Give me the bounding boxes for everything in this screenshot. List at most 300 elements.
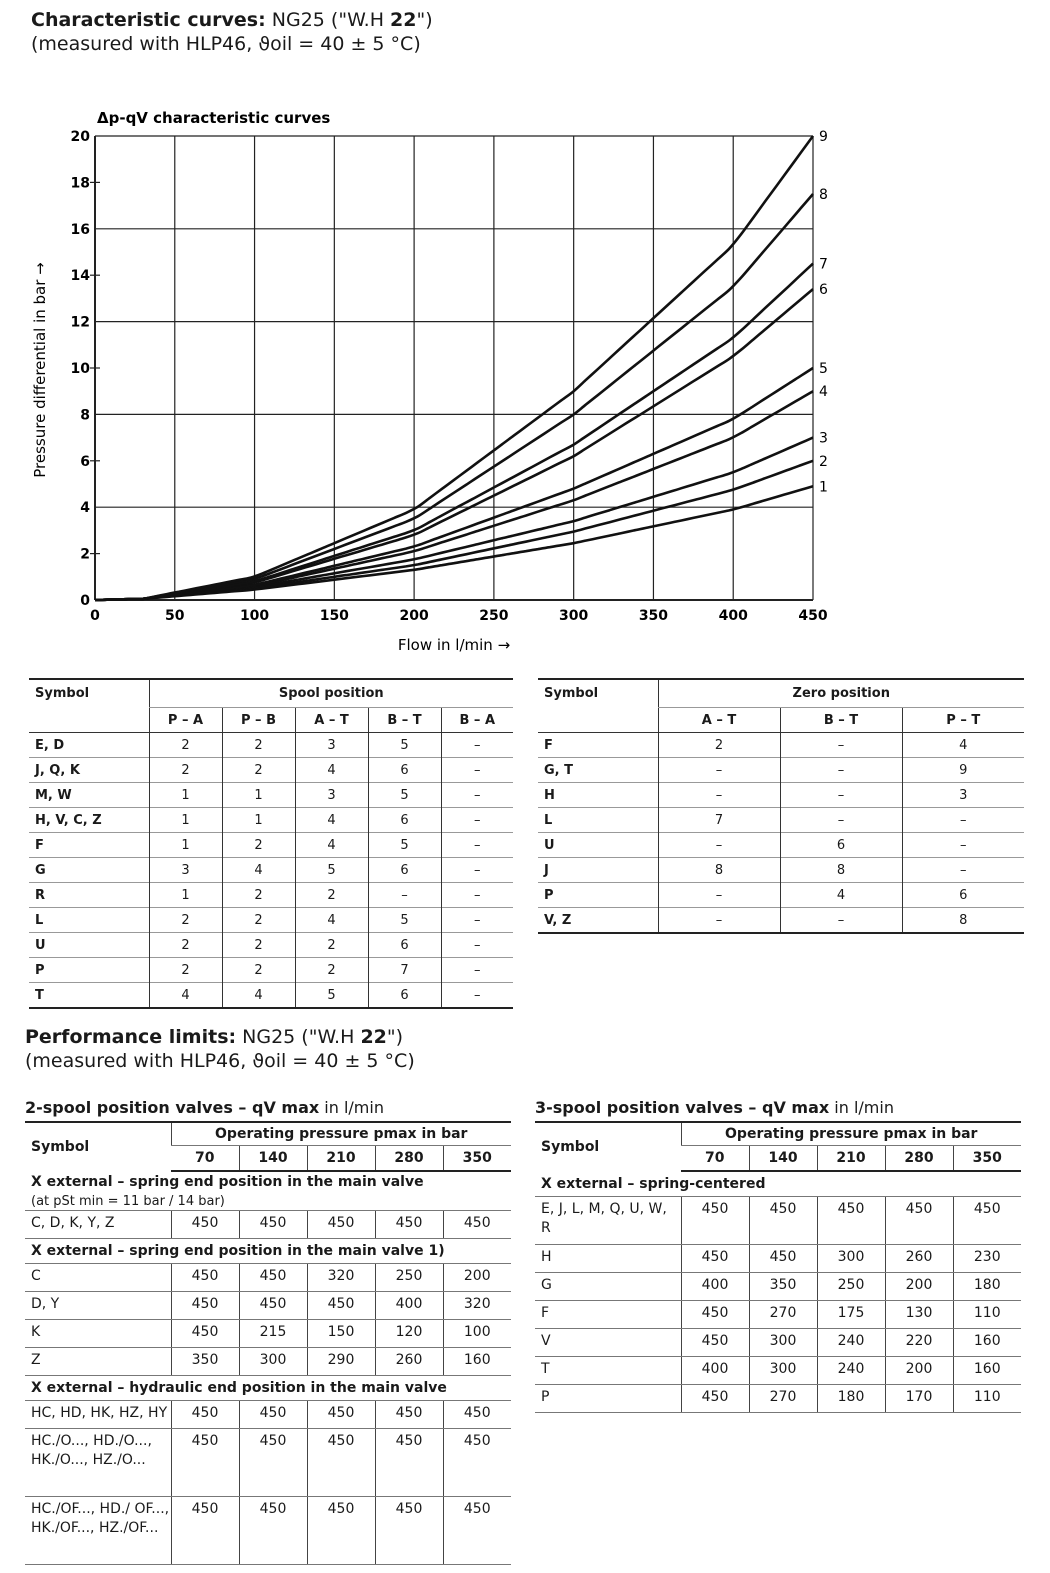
spool-cell: 2 — [149, 933, 222, 958]
chart-title: Δp-qV characteristic curves — [97, 109, 331, 127]
curve-1 — [95, 486, 813, 600]
spool-row — [29, 783, 513, 808]
spool-cell: 2 — [222, 908, 295, 933]
spool-cell: – — [441, 783, 513, 808]
perf3-pressure-col: 350 — [953, 1146, 1021, 1172]
zero-cell: 8 — [902, 908, 1024, 934]
y-tick-label: 14 — [70, 268, 90, 285]
perf3-row — [535, 1273, 1021, 1301]
spool-cell: 2 — [149, 758, 222, 783]
characteristic-curves-heading — [31, 8, 433, 56]
curve-label-5: 5 — [819, 361, 828, 377]
curve-6 — [95, 289, 813, 600]
perf2-cell: 450 — [443, 1211, 511, 1239]
perf2-cell: 450 — [171, 1264, 239, 1292]
perf3-row-symbol: F — [535, 1301, 681, 1329]
perf3-cell: 260 — [885, 1245, 953, 1273]
perf3-cell: 200 — [885, 1273, 953, 1301]
zero-cell: – — [658, 883, 780, 908]
perf3-table — [535, 1121, 1021, 1413]
spool-row-symbol: P — [35, 962, 45, 978]
perf2-row-symbol: C — [25, 1264, 171, 1292]
spool-cell: 4 — [295, 808, 368, 833]
perf2-cell: 450 — [171, 1211, 239, 1239]
y-tick-label: 6 — [80, 453, 90, 470]
perf2-row-symbol: HC, HD, HK, HZ, HY — [25, 1401, 171, 1429]
perf2-row — [25, 1264, 511, 1292]
zero-cell: – — [780, 783, 902, 808]
x-tick-label: 300 — [559, 608, 589, 624]
perf3-cell: 450 — [953, 1197, 1021, 1245]
y-tick-label: 4 — [80, 500, 90, 517]
perf2-cell: 450 — [171, 1320, 239, 1348]
spool-cell: 1 — [149, 833, 222, 858]
spool-cell: 2 — [149, 908, 222, 933]
zero-cell: 9 — [902, 758, 1024, 783]
perf2-row — [25, 1429, 511, 1497]
perf2-title-rest: in l/min — [319, 1098, 384, 1117]
curve-4 — [95, 391, 813, 600]
y-tick-label: 8 — [80, 407, 90, 424]
spool-cell: 2 — [222, 733, 295, 758]
perf2-group-label — [25, 1239, 511, 1264]
perf3-pressure-col: 140 — [749, 1146, 817, 1172]
spool-cell: – — [441, 883, 513, 908]
perf2-title-bold: 2-spool position valves – qV max — [25, 1098, 320, 1117]
perf3-group-row — [535, 1171, 1021, 1197]
perf3-row — [535, 1329, 1021, 1357]
characteristic-curves-chart — [0, 100, 1050, 670]
spool-cell: – — [368, 883, 441, 908]
y-tick-label: 12 — [70, 314, 90, 331]
perf3-cell: 180 — [953, 1273, 1021, 1301]
spool-col-header: B – A — [441, 708, 513, 733]
spool-cell: 4 — [295, 833, 368, 858]
spool-cell: 1 — [222, 783, 295, 808]
zero-cell: 3 — [902, 783, 1024, 808]
spool-row — [29, 908, 513, 933]
zero-cell: 6 — [780, 833, 902, 858]
spool-row-symbol: G — [35, 862, 46, 878]
zero-col-header: P – T — [902, 708, 1024, 733]
perf2-cell: 450 — [443, 1497, 511, 1565]
perf3-cell: 400 — [681, 1357, 749, 1385]
spool-row — [29, 833, 513, 858]
perf2-row-symbol: Z — [25, 1348, 171, 1376]
perf3-cell: 110 — [953, 1385, 1021, 1413]
perf2-row-symbol: D, Y — [25, 1292, 171, 1320]
spool-cell: 2 — [149, 733, 222, 758]
perf3-title-rest: in l/min — [829, 1098, 894, 1117]
spool-symbol-header: Symbol — [35, 686, 90, 702]
chart-svg — [0, 100, 1050, 670]
spool-cell: 3 — [295, 783, 368, 808]
curve-label-6: 6 — [819, 282, 828, 299]
zero-cell: – — [780, 808, 902, 833]
zero-cell: – — [658, 833, 780, 858]
perf2-cell: 450 — [375, 1401, 443, 1429]
perf3-row — [535, 1197, 1021, 1245]
perf2-pressure-col: 280 — [375, 1146, 443, 1172]
zero-cell: – — [902, 833, 1024, 858]
x-axis-label: Flow in l/min → — [397, 636, 511, 654]
perf2-group-text: X external – spring end position in the main valve — [31, 1174, 424, 1190]
spool-cell: 3 — [149, 858, 222, 883]
perf2-pressure-col: 70 — [171, 1146, 239, 1172]
perf3-title — [535, 1098, 894, 1117]
perf3-cell: 450 — [681, 1329, 749, 1357]
spool-cell: 6 — [368, 858, 441, 883]
perf2-cell: 450 — [307, 1211, 375, 1239]
perf2-cell: 450 — [307, 1429, 375, 1497]
perf3-row — [535, 1357, 1021, 1385]
spool-cell: 6 — [368, 933, 441, 958]
spool-cell: – — [441, 758, 513, 783]
zero-row — [538, 858, 1024, 883]
perf2-cell: 450 — [239, 1401, 307, 1429]
perf3-pressure-col: 280 — [885, 1146, 953, 1172]
perf2-group-text: X external – hydraulic end position in the main valve — [31, 1380, 447, 1396]
spool-row-symbol: J, Q, K — [35, 762, 80, 778]
perf2-cell: 450 — [171, 1292, 239, 1320]
spool-cell: 2 — [149, 958, 222, 983]
perf2-cell: 450 — [307, 1497, 375, 1565]
perf2-cell: 450 — [239, 1429, 307, 1497]
spool-cell: – — [441, 858, 513, 883]
perf2-row-symbol: HC./O..., HD./O..., HK./O..., HZ./O... — [25, 1429, 171, 1497]
spool-cell: – — [441, 733, 513, 758]
perf3-cell: 200 — [885, 1357, 953, 1385]
perf2-row — [25, 1401, 511, 1429]
spool-col-blank — [29, 708, 149, 733]
perf2-cell: 215 — [239, 1320, 307, 1348]
zero-cell: 7 — [658, 808, 780, 833]
zero-row-symbol: J — [544, 862, 549, 878]
perf2-pressure-col: 350 — [443, 1146, 511, 1172]
perf3-row-symbol: H — [535, 1245, 681, 1273]
perf2-pressure-header: Operating pressure pmax in bar — [171, 1122, 511, 1146]
zero-cell: 8 — [658, 858, 780, 883]
curve-label-1: 1 — [819, 479, 828, 496]
zero-position-table — [538, 678, 1024, 934]
spool-cell: 5 — [368, 783, 441, 808]
perf2-pressure-col: 140 — [239, 1146, 307, 1172]
heading-rest: NG25 ("W.H — [265, 9, 391, 31]
perf2-group-text: X external – spring end position in the main valve 1) — [31, 1243, 445, 1259]
perf3-cell: 300 — [749, 1357, 817, 1385]
perf3-cell: 450 — [749, 1197, 817, 1245]
perf2-cell: 450 — [375, 1497, 443, 1565]
perf2-cell: 260 — [375, 1348, 443, 1376]
heading2-rest: NG25 ("W.H — [236, 1026, 361, 1048]
perf2-cell: 350 — [171, 1348, 239, 1376]
x-tick-label: 200 — [399, 608, 429, 624]
heading-bold: Characteristic curves: — [31, 9, 266, 31]
zero-row — [538, 758, 1024, 783]
spool-cell: 4 — [222, 858, 295, 883]
x-tick-label: 250 — [479, 608, 509, 624]
perf2-title — [25, 1098, 384, 1117]
zero-row-symbol: H — [544, 787, 555, 803]
perf2-cell: 450 — [375, 1429, 443, 1497]
curve-label-9: 9 — [819, 129, 828, 145]
perf3-symbol-header: Symbol — [541, 1139, 600, 1155]
zero-row — [538, 733, 1024, 758]
spool-cell: 6 — [368, 983, 441, 1009]
heading-end: ") — [416, 9, 433, 31]
y-tick-label: 10 — [70, 361, 90, 377]
perf2-cell: 450 — [239, 1264, 307, 1292]
curve-5 — [95, 368, 813, 600]
zero-row-symbol: G, T — [544, 762, 574, 778]
perf3-cell: 450 — [681, 1197, 749, 1245]
perf2-cell: 120 — [375, 1320, 443, 1348]
heading2-subline: (measured with HLP46, ϑoil = 40 ± 5 °C) — [25, 1050, 415, 1072]
zero-row — [538, 783, 1024, 808]
perf2-cell: 200 — [443, 1264, 511, 1292]
x-tick-label: 350 — [638, 608, 669, 624]
spool-row — [29, 883, 513, 908]
zero-col-blank — [538, 708, 658, 733]
perf3-row-symbol: P — [535, 1385, 681, 1413]
spool-cell: 1 — [149, 883, 222, 908]
spool-cell: 2 — [295, 958, 368, 983]
perf2-cell: 450 — [307, 1292, 375, 1320]
spool-cell: 4 — [295, 908, 368, 933]
perf2-cell: 450 — [239, 1497, 307, 1565]
perf3-cell: 300 — [817, 1245, 885, 1273]
perf3-row-symbol: E, J, L, M, Q, U, W, R — [535, 1197, 681, 1245]
perf3-cell: 170 — [885, 1385, 953, 1413]
spool-row-symbol: H, V, C, Z — [35, 812, 102, 828]
perf2-cell: 450 — [171, 1429, 239, 1497]
spool-cell: 4 — [149, 983, 222, 1009]
perf2-cell: 450 — [307, 1401, 375, 1429]
zero-symbol-header: Symbol — [544, 686, 599, 702]
perf3-row-symbol: T — [535, 1357, 681, 1385]
x-tick-label: 150 — [319, 608, 349, 624]
spool-row — [29, 933, 513, 958]
perf3-cell: 160 — [953, 1329, 1021, 1357]
perf2-group-label — [25, 1376, 511, 1401]
perf3-group-label — [535, 1171, 1021, 1197]
spool-col-header: P – A — [149, 708, 222, 733]
zero-cell: 2 — [658, 733, 780, 758]
spool-col-header: A – T — [295, 708, 368, 733]
spool-row — [29, 758, 513, 783]
perf3-cell: 450 — [681, 1245, 749, 1273]
perf3-cell: 110 — [953, 1301, 1021, 1329]
x-tick-label: 450 — [798, 608, 828, 624]
spool-cell: 5 — [295, 858, 368, 883]
spool-group-header: Spool position — [149, 679, 513, 708]
perf2-cell: 400 — [375, 1292, 443, 1320]
spool-cell: – — [441, 933, 513, 958]
y-tick-label: 20 — [70, 129, 90, 145]
perf2-cell: 450 — [171, 1401, 239, 1429]
spool-row-symbol: M, W — [35, 787, 72, 803]
zero-cell: – — [658, 908, 780, 934]
zero-row-symbol: F — [544, 737, 553, 753]
spool-row-symbol: U — [35, 937, 46, 953]
perf2-group-note: (at pSt min = 11 bar / 14 bar) — [25, 1192, 511, 1211]
spool-cell: 2 — [222, 883, 295, 908]
perf2-cell: 320 — [307, 1264, 375, 1292]
perf3-cell: 180 — [817, 1385, 885, 1413]
perf2-cell: 100 — [443, 1320, 511, 1348]
spool-cell: – — [441, 908, 513, 933]
spool-row — [29, 808, 513, 833]
zero-row — [538, 908, 1024, 934]
zero-row-symbol: L — [544, 812, 553, 828]
perf2-row — [25, 1320, 511, 1348]
spool-row — [29, 958, 513, 983]
perf2-symbol-header: Symbol — [31, 1139, 90, 1155]
x-tick-label: 0 — [90, 608, 100, 624]
spool-cell: 5 — [368, 833, 441, 858]
spool-col-header: B – T — [368, 708, 441, 733]
spool-cell: 1 — [149, 783, 222, 808]
perf2-cell: 300 — [239, 1348, 307, 1376]
heading2-bold: Performance limits: — [25, 1026, 237, 1048]
heading-subline: (measured with HLP46, ϑoil = 40 ± 5 °C) — [31, 33, 421, 55]
y-tick-label: 18 — [70, 175, 90, 192]
spool-cell: 2 — [222, 758, 295, 783]
curve-3 — [95, 438, 813, 600]
perf3-cell: 350 — [749, 1273, 817, 1301]
zero-cell: 8 — [780, 858, 902, 883]
curve-label-3: 3 — [819, 430, 828, 447]
perf3-pressure-col: 70 — [681, 1146, 749, 1172]
perf3-pressure-col: 210 — [817, 1146, 885, 1172]
y-tick-label: 2 — [80, 546, 90, 563]
perf3-row-symbol: V — [535, 1329, 681, 1357]
spool-row — [29, 858, 513, 883]
curve-label-8: 8 — [819, 187, 828, 203]
curve-9 — [95, 136, 813, 600]
zero-col-header: A – T — [658, 708, 780, 733]
perf2-row — [25, 1348, 511, 1376]
spool-cell: 6 — [368, 808, 441, 833]
spool-cell: – — [441, 958, 513, 983]
spool-cell: 2 — [222, 933, 295, 958]
perf2-group-label — [25, 1171, 511, 1192]
zero-row-symbol: U — [544, 837, 555, 853]
x-tick-label: 400 — [718, 608, 748, 624]
perf2-row — [25, 1292, 511, 1320]
spool-cell: 1 — [149, 808, 222, 833]
perf3-cell: 270 — [749, 1385, 817, 1413]
perf3-title-bold: 3-spool position valves – qV max — [535, 1098, 830, 1117]
perf3-cell: 240 — [817, 1357, 885, 1385]
x-tick-label: 100 — [239, 608, 270, 624]
curve-label-2: 2 — [819, 453, 828, 470]
perf2-pressure-col: 210 — [307, 1146, 375, 1172]
perf3-row — [535, 1385, 1021, 1413]
zero-row — [538, 883, 1024, 908]
y-tick-label: 0 — [80, 593, 90, 609]
spool-row-symbol: F — [35, 837, 44, 853]
perf2-cell: 150 — [307, 1320, 375, 1348]
curve-label-7: 7 — [819, 256, 828, 273]
spool-cell: 2 — [295, 933, 368, 958]
perf3-pressure-header: Operating pressure pmax in bar — [681, 1122, 1021, 1146]
spool-col-header: P – B — [222, 708, 295, 733]
perf3-group-text: X external – spring-centered — [541, 1176, 766, 1192]
zero-cell: 6 — [902, 883, 1024, 908]
curve-label-4: 4 — [819, 384, 828, 401]
perf3-cell: 300 — [749, 1329, 817, 1357]
zero-cell: – — [658, 783, 780, 808]
perf3-cell: 230 — [953, 1245, 1021, 1273]
perf2-cell: 290 — [307, 1348, 375, 1376]
heading2-num: 22 — [360, 1026, 387, 1048]
perf3-row — [535, 1301, 1021, 1329]
perf3-cell: 250 — [817, 1273, 885, 1301]
perf3-cell: 450 — [817, 1197, 885, 1245]
spool-cell: – — [441, 983, 513, 1009]
zero-row-symbol: V, Z — [544, 912, 572, 928]
zero-cell: – — [658, 758, 780, 783]
perf3-cell: 175 — [817, 1301, 885, 1329]
perf2-cell: 450 — [239, 1211, 307, 1239]
perf2-cell: 320 — [443, 1292, 511, 1320]
zero-row — [538, 808, 1024, 833]
perf2-group-row — [25, 1376, 511, 1401]
zero-row-symbol: P — [544, 887, 554, 903]
zero-cell: 4 — [902, 733, 1024, 758]
spool-cell: 7 — [368, 958, 441, 983]
spool-cell: 1 — [222, 808, 295, 833]
perf2-cell: 450 — [375, 1211, 443, 1239]
zero-group-header: Zero position — [658, 679, 1024, 708]
perf2-cell: 160 — [443, 1348, 511, 1376]
perf2-row — [25, 1497, 511, 1565]
perf2-row-symbol: HC./OF..., HD./ OF..., HK./OF..., HZ./OF... — [25, 1497, 171, 1565]
spool-cell: – — [441, 808, 513, 833]
perf2-cell: 450 — [443, 1429, 511, 1497]
performance-limits-heading — [25, 1025, 415, 1073]
perf2-table — [25, 1121, 511, 1565]
perf2-cell: 450 — [239, 1292, 307, 1320]
spool-cell: – — [441, 833, 513, 858]
perf3-row-symbol: G — [535, 1273, 681, 1301]
perf2-group-note-row — [25, 1192, 511, 1211]
spool-cell: 2 — [295, 883, 368, 908]
y-axis-label: Pressure differential in bar → — [31, 262, 49, 478]
spool-cell: 6 — [368, 758, 441, 783]
zero-cell: – — [780, 758, 902, 783]
perf3-cell: 220 — [885, 1329, 953, 1357]
spool-cell: 2 — [222, 833, 295, 858]
perf3-cell: 450 — [681, 1385, 749, 1413]
perf3-cell: 450 — [749, 1245, 817, 1273]
perf3-cell: 240 — [817, 1329, 885, 1357]
perf3-cell: 130 — [885, 1301, 953, 1329]
zero-cell: – — [902, 808, 1024, 833]
spool-cell: 4 — [222, 983, 295, 1009]
perf3-cell: 160 — [953, 1357, 1021, 1385]
spool-row — [29, 733, 513, 758]
perf3-cell: 270 — [749, 1301, 817, 1329]
perf2-group-row — [25, 1171, 511, 1192]
x-tick-label: 50 — [165, 608, 185, 624]
perf2-cell: 450 — [443, 1401, 511, 1429]
spool-row-symbol: E, D — [35, 737, 65, 753]
spool-cell: 5 — [368, 908, 441, 933]
perf2-cell: 450 — [171, 1497, 239, 1565]
zero-cell: 4 — [780, 883, 902, 908]
